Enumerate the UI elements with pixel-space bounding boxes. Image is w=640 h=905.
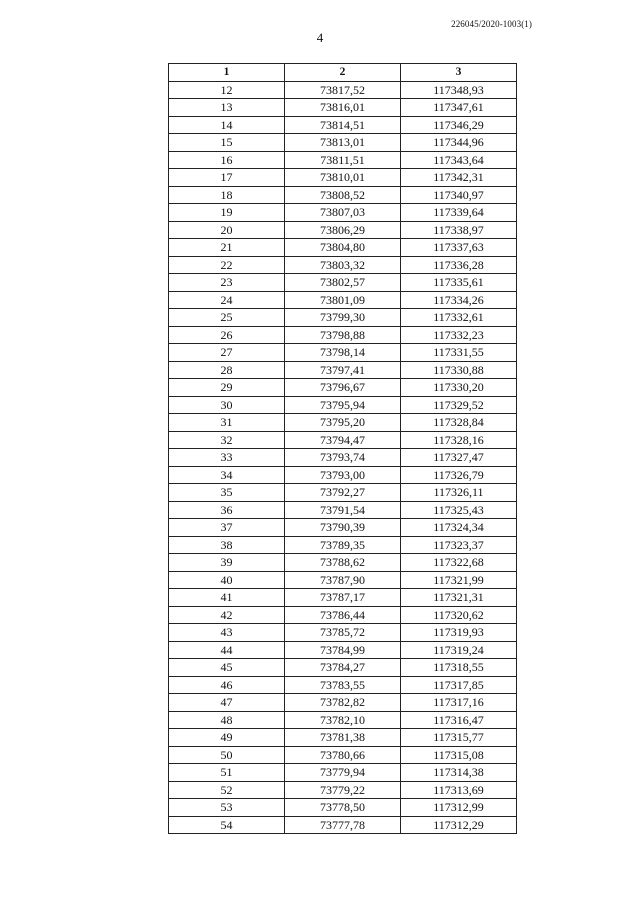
y-coordinate-cell: 117328,16: [401, 431, 517, 449]
point-number-cell: 32: [169, 431, 285, 449]
x-coordinate-cell: 73782,10: [285, 711, 401, 729]
x-coordinate-cell: 73788,62: [285, 554, 401, 572]
point-number-cell: 14: [169, 116, 285, 134]
coordinates-table: [168, 63, 517, 834]
column-header-3: 3: [401, 64, 517, 82]
x-coordinate-cell: 73795,20: [285, 414, 401, 432]
point-number-cell: 30: [169, 396, 285, 414]
y-coordinate-cell: 117326,79: [401, 466, 517, 484]
point-number-cell: 26: [169, 326, 285, 344]
table-row: [169, 151, 517, 169]
x-coordinate-cell: 73813,01: [285, 134, 401, 152]
x-coordinate-cell: 73808,52: [285, 186, 401, 204]
point-number-cell: 15: [169, 134, 285, 152]
y-coordinate-cell: 117346,29: [401, 116, 517, 134]
page-number: 4: [316, 30, 324, 45]
column-header-2: 2: [285, 64, 401, 82]
x-coordinate-cell: 73807,03: [285, 204, 401, 222]
y-coordinate-cell: 117313,69: [401, 781, 517, 799]
x-coordinate-cell: 73804,80: [285, 239, 401, 257]
x-coordinate-cell: 73789,35: [285, 536, 401, 554]
y-coordinate-cell: 117321,99: [401, 571, 517, 589]
y-coordinate-cell: 117316,47: [401, 711, 517, 729]
y-coordinate-cell: 117322,68: [401, 554, 517, 572]
point-number-cell: 41: [169, 589, 285, 607]
x-coordinate-cell: 73791,54: [285, 501, 401, 519]
x-coordinate-cell: 73779,94: [285, 764, 401, 782]
y-coordinate-cell: 117315,08: [401, 746, 517, 764]
x-coordinate-cell: 73784,99: [285, 641, 401, 659]
y-coordinate-cell: 117326,11: [401, 484, 517, 502]
point-number-cell: 34: [169, 466, 285, 484]
x-coordinate-cell: 73798,14: [285, 344, 401, 362]
table-row: [169, 291, 517, 309]
point-number-cell: 53: [169, 799, 285, 817]
column-header-1: 1: [169, 64, 285, 82]
x-coordinate-cell: 73803,32: [285, 256, 401, 274]
table-row: [169, 431, 517, 449]
y-coordinate-cell: 117339,64: [401, 204, 517, 222]
document-id: 226045/2020-1003(1): [451, 19, 532, 29]
table-body: [169, 81, 517, 834]
table-row: [169, 169, 517, 187]
x-coordinate-cell: 73806,29: [285, 221, 401, 239]
table-row: [169, 501, 517, 519]
table-row: [169, 204, 517, 222]
y-coordinate-cell: 117312,99: [401, 799, 517, 817]
x-coordinate-cell: 73781,38: [285, 729, 401, 747]
x-coordinate-cell: 73786,44: [285, 606, 401, 624]
table-row: [169, 81, 517, 99]
table-row: [169, 221, 517, 239]
table-row: [169, 799, 517, 817]
y-coordinate-cell: 117340,97: [401, 186, 517, 204]
point-number-cell: 22: [169, 256, 285, 274]
table-row: [169, 326, 517, 344]
y-coordinate-cell: 117318,55: [401, 659, 517, 677]
point-number-cell: 49: [169, 729, 285, 747]
header-row: [169, 64, 517, 82]
x-coordinate-cell: 73787,17: [285, 589, 401, 607]
x-coordinate-cell: 73797,41: [285, 361, 401, 379]
point-number-cell: 21: [169, 239, 285, 257]
x-coordinate-cell: 73780,66: [285, 746, 401, 764]
y-coordinate-cell: 117343,64: [401, 151, 517, 169]
point-number-cell: 51: [169, 764, 285, 782]
table-row: [169, 659, 517, 677]
x-coordinate-cell: 73802,57: [285, 274, 401, 292]
x-coordinate-cell: 73796,67: [285, 379, 401, 397]
table-row: [169, 186, 517, 204]
table-row: [169, 764, 517, 782]
y-coordinate-cell: 117342,31: [401, 169, 517, 187]
point-number-cell: 36: [169, 501, 285, 519]
y-coordinate-cell: 117325,43: [401, 501, 517, 519]
x-coordinate-cell: 73779,22: [285, 781, 401, 799]
point-number-cell: 48: [169, 711, 285, 729]
table-header: [169, 64, 517, 82]
y-coordinate-cell: 117315,77: [401, 729, 517, 747]
x-coordinate-cell: 73782,82: [285, 694, 401, 712]
point-number-cell: 38: [169, 536, 285, 554]
x-coordinate-cell: 73784,27: [285, 659, 401, 677]
table-row: [169, 309, 517, 327]
point-number-cell: 24: [169, 291, 285, 309]
x-coordinate-cell: 73787,90: [285, 571, 401, 589]
y-coordinate-cell: 117331,55: [401, 344, 517, 362]
table-row: [169, 781, 517, 799]
point-number-cell: 17: [169, 169, 285, 187]
point-number-cell: 19: [169, 204, 285, 222]
y-coordinate-cell: 117327,47: [401, 449, 517, 467]
y-coordinate-cell: 117329,52: [401, 396, 517, 414]
y-coordinate-cell: 117337,63: [401, 239, 517, 257]
x-coordinate-cell: 73811,51: [285, 151, 401, 169]
table-row: [169, 99, 517, 117]
table-row: [169, 361, 517, 379]
x-coordinate-cell: 73798,88: [285, 326, 401, 344]
y-coordinate-cell: 117317,85: [401, 676, 517, 694]
table-row: [169, 396, 517, 414]
x-coordinate-cell: 73817,52: [285, 81, 401, 99]
x-coordinate-cell: 73793,74: [285, 449, 401, 467]
y-coordinate-cell: 117317,16: [401, 694, 517, 712]
table-row: [169, 239, 517, 257]
point-number-cell: 39: [169, 554, 285, 572]
y-coordinate-cell: 117323,37: [401, 536, 517, 554]
point-number-cell: 37: [169, 519, 285, 537]
point-number-cell: 28: [169, 361, 285, 379]
x-coordinate-cell: 73793,00: [285, 466, 401, 484]
x-coordinate-cell: 73777,78: [285, 816, 401, 834]
y-coordinate-cell: 117332,23: [401, 326, 517, 344]
table-row: [169, 606, 517, 624]
table-row: [169, 256, 517, 274]
table-row: [169, 676, 517, 694]
y-coordinate-cell: 117319,24: [401, 641, 517, 659]
y-coordinate-cell: 117320,62: [401, 606, 517, 624]
table-row: [169, 694, 517, 712]
table-row: [169, 466, 517, 484]
x-coordinate-cell: 73790,39: [285, 519, 401, 537]
table-row: [169, 554, 517, 572]
x-coordinate-cell: 73778,50: [285, 799, 401, 817]
y-coordinate-cell: 117319,93: [401, 624, 517, 642]
table-row: [169, 519, 517, 537]
x-coordinate-cell: 73795,94: [285, 396, 401, 414]
table-row: [169, 134, 517, 152]
y-coordinate-cell: 117314,38: [401, 764, 517, 782]
point-number-cell: 16: [169, 151, 285, 169]
table-row: [169, 484, 517, 502]
point-number-cell: 52: [169, 781, 285, 799]
point-number-cell: 44: [169, 641, 285, 659]
table-row: [169, 729, 517, 747]
point-number-cell: 43: [169, 624, 285, 642]
y-coordinate-cell: 117324,34: [401, 519, 517, 537]
point-number-cell: 45: [169, 659, 285, 677]
point-number-cell: 31: [169, 414, 285, 432]
point-number-cell: 13: [169, 99, 285, 117]
y-coordinate-cell: 117334,26: [401, 291, 517, 309]
table-row: [169, 711, 517, 729]
table-row: [169, 641, 517, 659]
y-coordinate-cell: 117348,93: [401, 81, 517, 99]
point-number-cell: 50: [169, 746, 285, 764]
x-coordinate-cell: 73814,51: [285, 116, 401, 134]
y-coordinate-cell: 117321,31: [401, 589, 517, 607]
y-coordinate-cell: 117312,29: [401, 816, 517, 834]
point-number-cell: 12: [169, 81, 285, 99]
y-coordinate-cell: 117338,97: [401, 221, 517, 239]
point-number-cell: 46: [169, 676, 285, 694]
y-coordinate-cell: 117330,20: [401, 379, 517, 397]
point-number-cell: 40: [169, 571, 285, 589]
y-coordinate-cell: 117344,96: [401, 134, 517, 152]
table-row: [169, 344, 517, 362]
table-row: [169, 746, 517, 764]
point-number-cell: 47: [169, 694, 285, 712]
table-row: [169, 624, 517, 642]
table-row: [169, 414, 517, 432]
table-row: [169, 589, 517, 607]
table-row: [169, 274, 517, 292]
table-row: [169, 379, 517, 397]
point-number-cell: 35: [169, 484, 285, 502]
x-coordinate-cell: 73801,09: [285, 291, 401, 309]
point-number-cell: 18: [169, 186, 285, 204]
y-coordinate-cell: 117330,88: [401, 361, 517, 379]
point-number-cell: 29: [169, 379, 285, 397]
point-number-cell: 27: [169, 344, 285, 362]
x-coordinate-cell: 73785,72: [285, 624, 401, 642]
x-coordinate-cell: 73794,47: [285, 431, 401, 449]
table-row: [169, 116, 517, 134]
x-coordinate-cell: 73816,01: [285, 99, 401, 117]
x-coordinate-cell: 73783,55: [285, 676, 401, 694]
y-coordinate-cell: 117336,28: [401, 256, 517, 274]
point-number-cell: 23: [169, 274, 285, 292]
x-coordinate-cell: 73799,30: [285, 309, 401, 327]
point-number-cell: 25: [169, 309, 285, 327]
point-number-cell: 33: [169, 449, 285, 467]
point-number-cell: 54: [169, 816, 285, 834]
table-row: [169, 816, 517, 834]
y-coordinate-cell: 117347,61: [401, 99, 517, 117]
y-coordinate-cell: 117332,61: [401, 309, 517, 327]
point-number-cell: 20: [169, 221, 285, 239]
table-row: [169, 536, 517, 554]
y-coordinate-cell: 117335,61: [401, 274, 517, 292]
x-coordinate-cell: 73810,01: [285, 169, 401, 187]
y-coordinate-cell: 117328,84: [401, 414, 517, 432]
x-coordinate-cell: 73792,27: [285, 484, 401, 502]
point-number-cell: 42: [169, 606, 285, 624]
table-row: [169, 449, 517, 467]
table-row: [169, 571, 517, 589]
